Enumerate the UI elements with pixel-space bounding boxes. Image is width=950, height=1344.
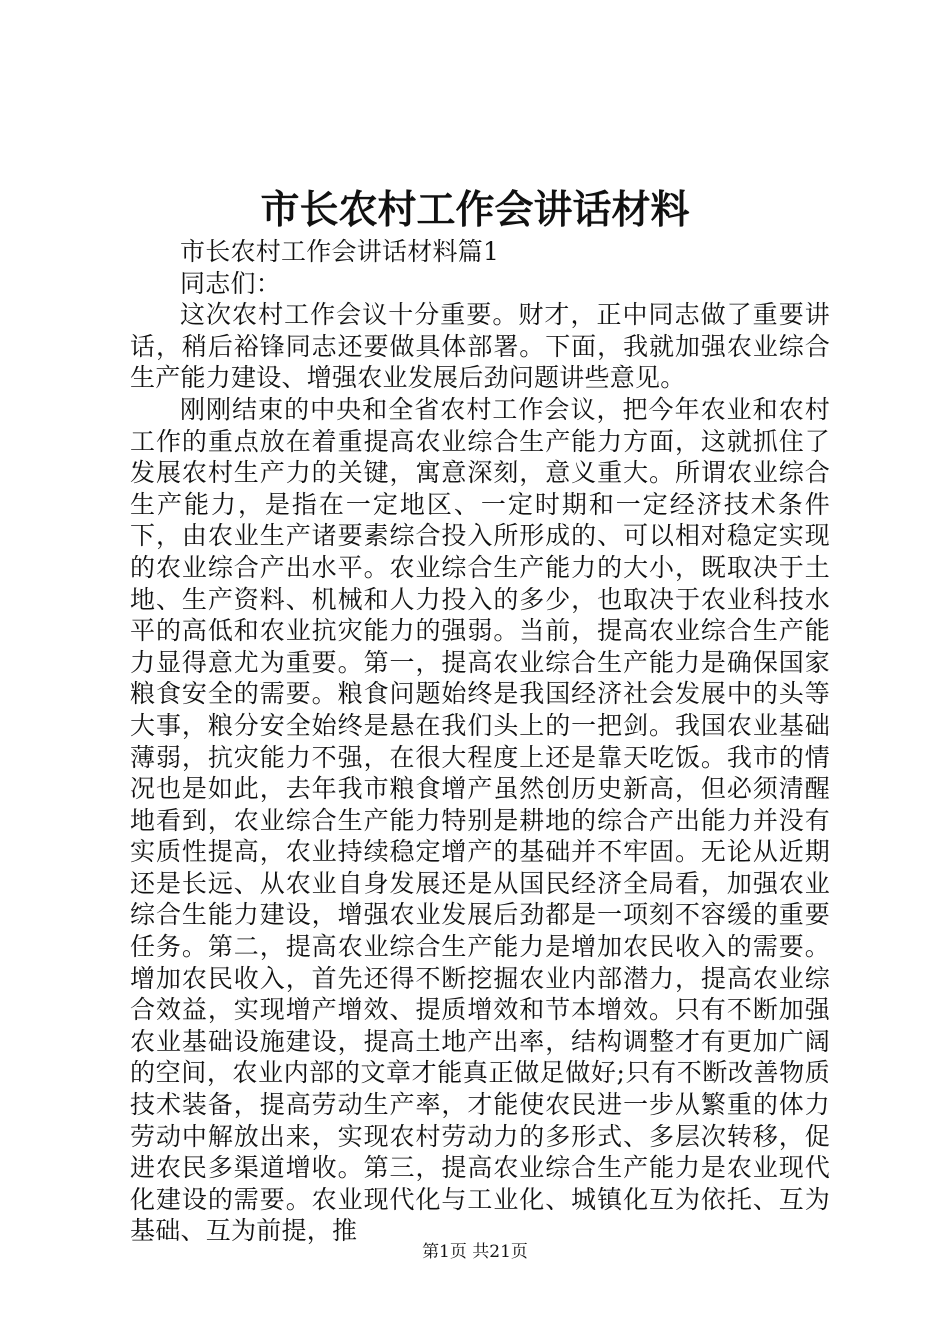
document-title: 市长农村工作会讲话材料	[260, 187, 690, 233]
salutation: 同志们：	[180, 268, 282, 298]
document-body	[130, 236, 830, 1247]
page-number: 第1页 共21页	[422, 1242, 528, 1262]
section-heading: 市长农村工作会讲话材料篇1	[180, 237, 500, 266]
paragraph: 刚刚结束的中央和全省农村工作会议，把今年农业和农村工作的重点放在着重提高农业综合生产能力方面，这就抓住了发展农村生产力的关键，寓意深刻，意义重大。所谓农业综合生产能力，是指在一定地区、一定时期和一定经济技术条件下，由农业生产诸要素综合投入所形成的、可以相对稳定实现的农业综合产出水平。农业综合生产能力的大小，既取决于土地、生产资料、机械和人力投入的多少，也取决于农业科技水平的高低和农业抗灾能力的强弱。当前，提高农业综合生产能力显得意尤为重要。第一，提高农业综合生产能力是确保国家粮食安全的需要。粮食问题始终是我国经济社会发展中的头等大事，粮分安全始终是悬在我们头上的一把剑。我国农业基础薄弱，抗灾能力不强，在很大程度上还是靠天吃饭。我市的情况也是如此，去年我市粮食增产虽然创历史新高，但必须清醒地看到，农业综合生产能力特别是耕地的综合产出能力并没有实质性提高，农业持续稳定增产的基础并不牢固。无论从近期还是长远、从农业自身发展还是从国民经济全局看，加强农业综合生能力建设，增强农业发展后劲都是一项刻不容缓的重要任务。第二，提高农业综合生产能力是增加农民收入的需要。增加农民收入，首先还得不断挖掘农业内部潜力，提高农业综合效益，实现增产增效、提质增效和节本增效。只有不断加强农业基础设施建设，提高土地产出率，结构调整才有更加广阔的空间，农业内部的文章才能真正做足做好;只有不断改善物质技术装备，提高劳动生产率，才能使农民进一步从繁重的体力劳动中解放出来，实现农村劳动力的多形式、多层次转移，促进农民多渠道增收。第三，提高农业综合生产能力是农业现代化建设的需要。农业现代化与工业化、城镇化互为依托、互为基础、互为前提，推	[130, 394, 830, 1246]
paragraph: 这次农村工作会议十分重要。财才，正中同志做了重要讲话，稍后裕锋同志还要做具体部署。下面，我就加强农业综合生产能力建设、增强农业发展后劲问题讲些意见。	[130, 300, 830, 393]
